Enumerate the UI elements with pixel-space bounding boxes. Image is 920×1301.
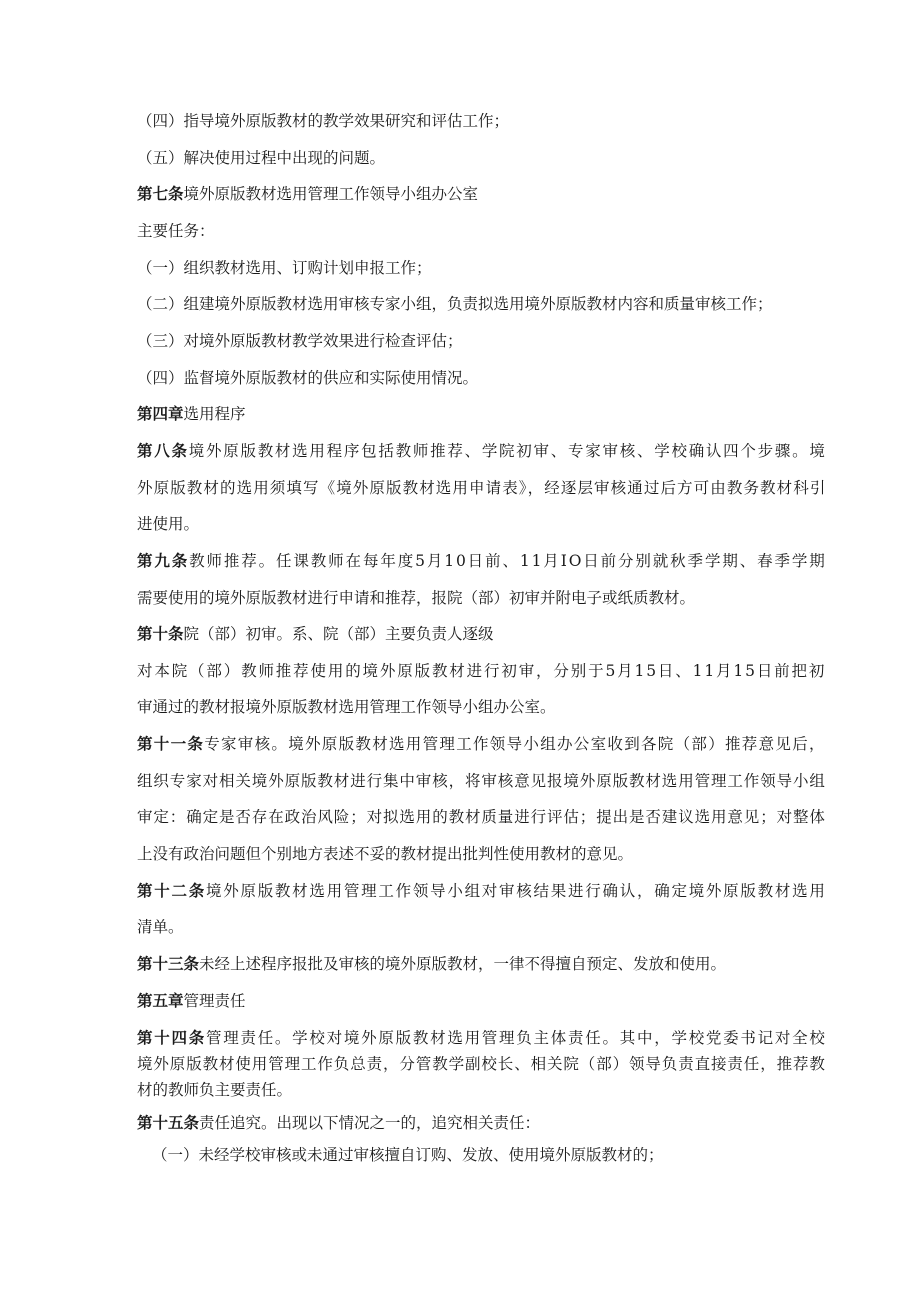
article-number: 第十四条	[137, 1028, 206, 1047]
article-paragraph: 第八条境外原版教材选用程序包括教师推荐、学院初审、专家审核、学校确认四个步骤。境	[137, 441, 827, 460]
list-item: （三）对境外原版教材教学效果进行检查评估；	[137, 332, 463, 350]
article-paragraph: 第十条院（部）初审。系、院（部）主要负责人逐级	[137, 624, 494, 643]
text-line: 进使用。	[137, 515, 200, 533]
text-line: （四）指导境外原版教材的教学效果研究和评估工作；	[137, 112, 510, 130]
article-heading: 第七条境外原版教材选用管理工作领导小组办公室	[137, 184, 479, 203]
article-paragraph: 第九条教师推荐。任课教师在每年度5月10日前、11月IO日前分别就秋季学期、春季学期	[137, 551, 827, 570]
article-paragraph: 第十三条未经上述程序报批及审核的境外原版教材，一律不得擅自预定、发放和使用。	[137, 954, 727, 973]
text-line: 上没有政治问题但个别地方表述不妥的教材提出批判性使用教材的意见。	[137, 845, 634, 863]
article-paragraph: 第十二条境外原版教材选用管理工作领导小组对审核结果进行确认，确定境外原版教材选用	[137, 881, 827, 900]
text-line: 外原版教材的选用须填写《境外原版教材选用申请表》，经逐层审核通过后方可由教务教材科引	[137, 479, 827, 497]
text-line: 境外原版教材使用管理工作负总责，分管教学副校长、相关院（部）领导负责直接责任，推荐教	[137, 1055, 826, 1073]
article-paragraph: 第十五条责任追究。出现以下情况之一的，追究相关责任：	[137, 1113, 541, 1132]
text-line: 清单。	[137, 918, 184, 936]
article-number: 第十一条	[137, 734, 205, 753]
text-line: 主要任务：	[137, 222, 215, 240]
chapter-heading: 第四章选用程序	[137, 404, 246, 423]
text-line: 材的教师负主要责任。	[137, 1081, 293, 1099]
text-line: 需要使用的境外原版教材进行申请和推荐，报院（部）初审并附电子或纸质教材。	[137, 589, 696, 607]
list-item: （二）组建境外原版教材选用审核专家小组，负责拟选用境外原版教材内容和质量审核工作；	[137, 295, 773, 313]
article-number: 第七条	[137, 184, 184, 203]
list-item: （一）组织教材选用、订购计划申报工作；	[137, 259, 432, 277]
article-number: 第八条	[137, 441, 189, 460]
text-line: 审定：确定是否存在政治风险；对拟选用的教材质量进行评估；提出是否建议选用意见；对整体	[137, 808, 826, 826]
chapter-number: 第五章	[137, 991, 184, 1010]
article-number: 第十条	[137, 624, 184, 643]
article-number: 第十三条	[137, 954, 200, 973]
text-line: （五）解决使用过程中出现的问题。	[137, 149, 386, 167]
article-paragraph: 第十四条管理责任。学校对境外原版教材选用管理负主体责任。其中，学校党委书记对全校	[137, 1028, 827, 1047]
text-line: 对本院（部）教师推荐使用的境外原版教材进行初审，分别于5月15日、11月15日前把初	[137, 662, 827, 680]
list-item: （一）未经学校审核或未通过审核擅自订购、发放、使用境外原版教材的；	[152, 1146, 664, 1164]
chapter-number: 第四章	[137, 404, 184, 423]
list-item: （四）监督境外原版教材的供应和实际使用情况。	[137, 369, 479, 387]
text-line: 组织专家对相关境外原版教材进行集中审核，将审核意见报境外原版教材选用管理工作领导小组	[137, 772, 826, 790]
article-paragraph: 第十一条专家审核。境外原版教材选用管理工作领导小组办公室收到各院（部）推荐意见后，	[137, 734, 826, 753]
text-line: 审通过的教材报境外原版教材选用管理工作领导小组办公室。	[137, 698, 556, 716]
chapter-heading: 第五章管理责任	[137, 991, 246, 1010]
article-number: 第九条	[137, 551, 190, 570]
article-number: 第十二条	[137, 881, 206, 900]
article-number: 第十五条	[137, 1113, 200, 1132]
